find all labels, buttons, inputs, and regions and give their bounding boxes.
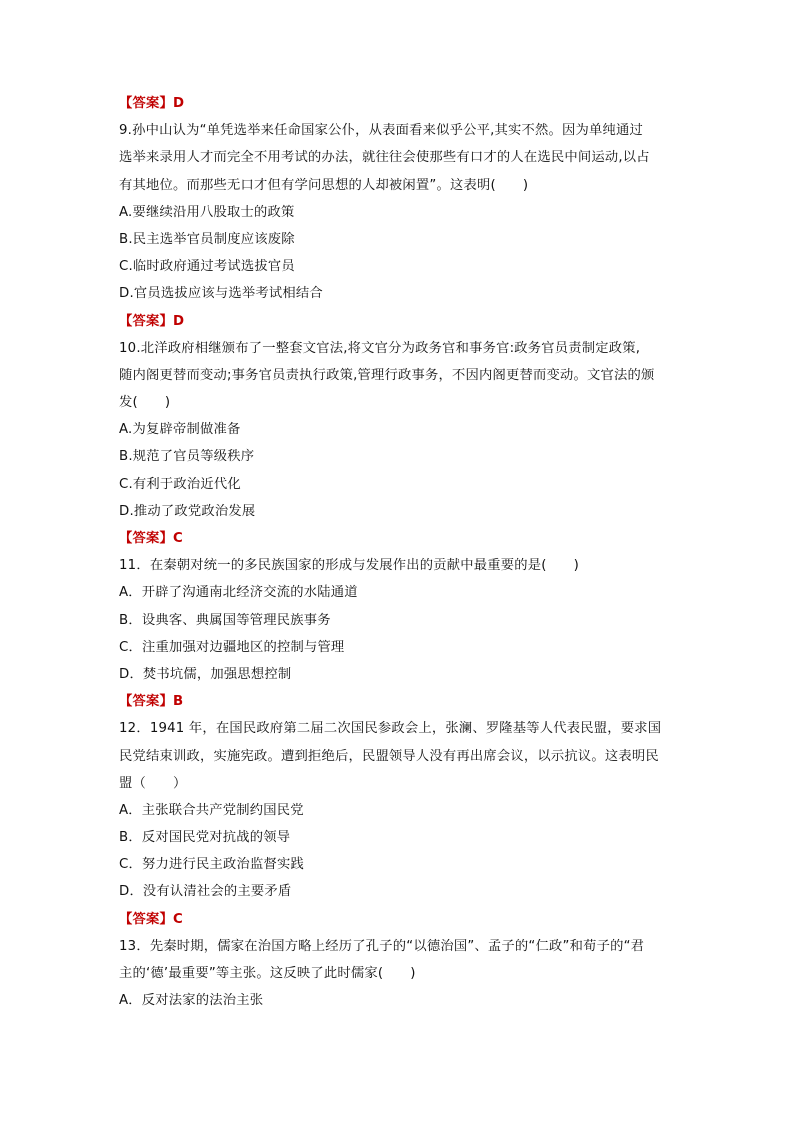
text-line: A．主张联合共产党制约国民党 [119, 802, 304, 818]
text-line: D．没有认清社会的主要矛盾 [119, 884, 292, 900]
text-line: A.为复辟帝制做准备 [119, 422, 241, 438]
text-line: 选举来录用人才而完全不用考试的办法，就往往会使那些有口才的人在选民中间运动,以占 [119, 150, 650, 166]
text-line: D．焚书坑儒，加强思想控制 [119, 666, 292, 682]
answer-value: D [173, 96, 185, 111]
answer-value: C [173, 911, 183, 927]
text-line: A.要继续沿用八股取士的政策 [119, 204, 295, 220]
answer-value: B [173, 694, 184, 710]
text-line: 10.北洋政府相继颁布了一整套文官法,将文官分为政务官和事务官:政务官员责制定政策, [119, 340, 641, 356]
answer-label: 【答案】 [119, 96, 173, 111]
answer-value: D [173, 313, 185, 329]
text-line: C．努力进行民主政治监督实践 [119, 857, 304, 873]
text-line: 12．1941 年，在国民政府第二届二次国民参政会上，张澜、罗隆基等人代表民盟，要求国 [119, 721, 662, 737]
text-line: 13．先秦时期，儒家在治国方略上经历了孔子的“以德治国”、孟子的“仁政”和荀子的“君 [119, 938, 645, 954]
answer-label: 【答案】 [119, 313, 173, 329]
text-line: C.临时政府通过考试选拔官员 [119, 259, 295, 275]
text-line: B．设典客、典属国等管理民族事务 [119, 612, 331, 628]
answer-line [119, 692, 679, 711]
answer-label: 【答案】 [119, 531, 173, 546]
document-content [119, 94, 679, 1018]
text-line: 发( ) [119, 395, 171, 411]
answer-label: 【答案】 [119, 694, 173, 710]
text-line: 11．在秦朝对统一的多民族国家的形成与发展作出的贡献中最重要的是( ) [119, 558, 579, 574]
text-line: A．开辟了沟通南北经济交流的水陆通道 [119, 585, 358, 601]
text-line: 民党结束训政，实施宪政。遭到拒绝后，民盟领导人没有再出席会议，以示抗议。这表明民 [119, 748, 659, 764]
text-line: C.有利于政治近代化 [119, 476, 241, 492]
text-line: B.规范了官员等级秩序 [119, 449, 255, 465]
text-line: 主的‘德’最重要”等主张。这反映了此时儒家( ) [119, 966, 416, 981]
answer-line [119, 312, 679, 331]
answer-value: C [173, 531, 183, 546]
text-line: A．反对法家的法治主张 [119, 993, 264, 1009]
answer-line [119, 529, 679, 548]
text-line: 随内阁更替而变动;事务官员责执行政策,管理行政事务，不因内阁更替而变动。文官法的颁 [119, 367, 655, 383]
text-line: 盟（ ） [119, 775, 187, 791]
text-line: D.官员选拔应该与选举考试相结合 [119, 286, 323, 302]
text-line: D.推动了政党政治发展 [119, 503, 256, 519]
text-line: 有其地位。而那些无口才但有学问思想的人却被闲置”。这表明( ) [119, 177, 529, 193]
answer-line [119, 910, 679, 929]
text-line: C．注重加强对边疆地区的控制与管理 [119, 639, 345, 655]
answer-label: 【答案】 [119, 911, 173, 927]
text-line: 9.孙中山认为“单凭选举来任命国家公仆，从表面看来似乎公平,其实不然。因为单纯通过 [119, 123, 643, 139]
text-line: B．反对国民党对抗战的领导 [119, 830, 291, 846]
text-line: B.民主选举官员制度应该废除 [119, 231, 295, 247]
answer-line [119, 94, 679, 113]
